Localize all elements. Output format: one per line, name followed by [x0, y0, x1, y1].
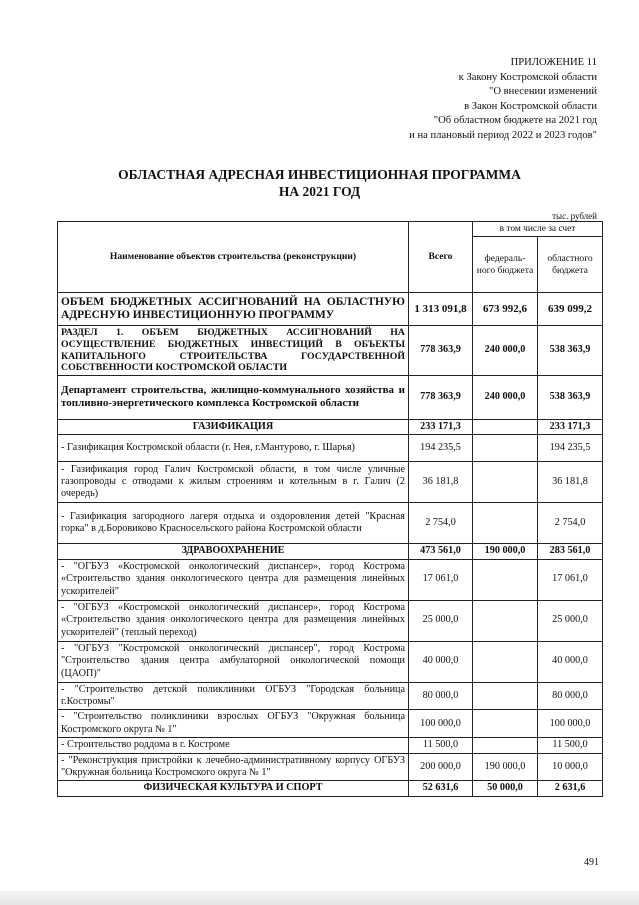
row-federal	[473, 600, 538, 641]
appendix-line: в Закон Костромской области	[464, 100, 597, 112]
row-total: 778 363,9	[409, 326, 473, 375]
row-name: - Газификация город Галич Костромской области, в том числе уличные газопроводы с отводами к жилым строениям и котельным в г. Галич (2 очередь)	[58, 462, 409, 503]
table-row	[58, 462, 603, 503]
row-total: 1 313 091,8	[409, 293, 473, 326]
row-total: 11 500,0	[409, 738, 473, 753]
appendix-line: "Об областном бюджете на 2021 год	[433, 115, 597, 127]
table-row	[58, 738, 603, 753]
row-total: 473 561,0	[409, 544, 473, 559]
row-regional: 11 500,0	[538, 738, 603, 753]
table-row	[58, 293, 603, 326]
row-regional: 2 754,0	[538, 503, 603, 544]
row-regional: 538 363,9	[538, 326, 603, 375]
table-row	[58, 559, 603, 600]
row-name: - Газификация Костромской области (г. Нея, г.Мантурово, г. Шарья)	[58, 435, 409, 462]
row-total: 2 754,0	[409, 503, 473, 544]
row-federal	[473, 435, 538, 462]
investment-program-table	[57, 221, 603, 797]
row-name: - Строительство роддома в г. Костроме	[58, 738, 409, 753]
table-row	[58, 600, 603, 641]
row-regional: 36 181,8	[538, 462, 603, 503]
row-federal: 673 992,6	[473, 293, 538, 326]
row-federal: 190 000,0	[473, 544, 538, 559]
table-row	[58, 781, 603, 796]
row-federal	[473, 419, 538, 434]
row-total: 233 171,3	[409, 419, 473, 434]
row-total: 40 000,0	[409, 641, 473, 682]
appendix-block	[337, 56, 597, 144]
row-federal	[473, 462, 538, 503]
row-regional: 17 061,0	[538, 559, 603, 600]
row-total: 100 000,0	[409, 710, 473, 738]
appendix-line: ПРИЛОЖЕНИЕ 11	[510, 57, 597, 68]
row-name: - "ОГБУЗ «Костромской онкологический диспансер», город Кострома «Строительство здания онкологического центра для размещения линейных ускорителей"	[58, 559, 409, 600]
row-regional: 10 000,0	[538, 753, 603, 781]
header-federal: федераль-ного бюджета	[473, 237, 538, 293]
table-row	[58, 710, 603, 738]
row-regional: 194 235,5	[538, 435, 603, 462]
row-regional: 283 561,0	[538, 544, 603, 559]
table-row	[58, 435, 603, 462]
row-regional: 100 000,0	[538, 710, 603, 738]
table-body	[58, 293, 603, 796]
row-name: - "Реконструкция пристройки к лечебно-административному корпусу ОГБУЗ "Окружная больница Костромского округа № 1"	[58, 753, 409, 781]
header-name: Наименование объектов строительства (реконструкции)	[58, 222, 409, 293]
table-row	[58, 326, 603, 375]
table-row	[58, 544, 603, 559]
row-name: ОБЪЕМ БЮДЖЕТНЫХ АССИГНОВАНИЙ НА ОБЛАСТНУЮ АДРЕСНУЮ ИНВЕСТИЦИОННУЮ ПРОГРАММУ	[58, 293, 409, 326]
table-row	[58, 419, 603, 434]
row-name: - "Строительство детской поликлиники ОГБУЗ "Городская больница г.Костромы"	[58, 682, 409, 710]
row-total: 778 363,9	[409, 375, 473, 419]
row-federal	[473, 738, 538, 753]
row-total: 200 000,0	[409, 753, 473, 781]
scan-edge	[0, 891, 639, 905]
table-row	[58, 641, 603, 682]
table-row	[58, 503, 603, 544]
header-regional: областного бюджета	[538, 237, 603, 293]
table-row	[58, 375, 603, 419]
row-federal	[473, 559, 538, 600]
table-header-row	[58, 222, 603, 237]
row-total: 194 235,5	[409, 435, 473, 462]
row-federal	[473, 710, 538, 738]
row-name: - "Строительство поликлиники взрослых ОГБУЗ "Окружная больница Костромского округа № 1"	[58, 710, 409, 738]
document-title: ОБЛАСТНАЯ АДРЕСНАЯ ИНВЕСТИЦИОННАЯ ПРОГРАММА	[118, 167, 521, 182]
appendix-line: и на плановый период 2022 и 2023 годов"	[409, 129, 597, 141]
appendix-line: к Закону Костромской области	[458, 71, 597, 83]
row-federal	[473, 503, 538, 544]
row-name: РАЗДЕЛ 1. ОБЪЕМ БЮДЖЕТНЫХ АССИГНОВАНИЙ НА ОСУЩЕСТВЛЕНИЕ БЮДЖЕТНЫХ ИНВЕСТИЦИЙ В ОБЪЕКТЫ КАПИТАЛЬНОГО СТРОИТЕЛЬСТВА ГОСУДАРСТВЕННОЙ СОБСТВЕННОСТИ КОСТРОМСКОЙ ОБЛАСТИ	[58, 326, 409, 375]
row-total: 36 181,8	[409, 462, 473, 503]
row-total: 52 631,6	[409, 781, 473, 796]
units-label: тыс. рублей	[552, 211, 597, 221]
row-regional: 80 000,0	[538, 682, 603, 710]
row-federal: 50 000,0	[473, 781, 538, 796]
row-regional: 25 000,0	[538, 600, 603, 641]
document-subtitle: НА 2021 ГОД	[278, 184, 361, 199]
row-name: - "ОГБУЗ «Костромской онкологический диспансер», город Кострома «Строительство здания онкологического центра для размещения линейных ускорителей" (теплый переход)	[58, 600, 409, 641]
row-name: ФИЗИЧЕСКАЯ КУЛЬТУРА И СПОРТ	[58, 781, 409, 796]
row-name: ЗДРАВООХРАНЕНИЕ	[58, 544, 409, 559]
row-regional: 40 000,0	[538, 641, 603, 682]
row-regional: 639 099,2	[538, 293, 603, 326]
row-name: - "ОГБУЗ "Костромской онкологический диспансер", город Кострома "Строительство здания центра амбулаторной онкологической помощи (ЦАОП)"	[58, 641, 409, 682]
page-number: 491	[584, 857, 599, 868]
table-row	[58, 682, 603, 710]
row-federal: 240 000,0	[473, 375, 538, 419]
row-federal: 190 000,0	[473, 753, 538, 781]
header-including: в том числе за счет	[473, 222, 603, 237]
table-row	[58, 753, 603, 781]
row-total: 25 000,0	[409, 600, 473, 641]
row-federal	[473, 682, 538, 710]
row-federal: 240 000,0	[473, 326, 538, 375]
row-name: Департамент строительства, жилищно-коммунального хозяйства и топливно-энергетического комплекса Костромской области	[58, 375, 409, 419]
header-total: Всего	[409, 222, 473, 293]
row-name: - Газификация загородного лагеря отдыха и оздоровления детей "Красная горка" в д.Боровиково Красносельского района Костромской области	[58, 503, 409, 544]
row-federal	[473, 641, 538, 682]
appendix-line: "О внесении изменений	[489, 86, 597, 98]
row-name: ГАЗИФИКАЦИЯ	[58, 419, 409, 434]
row-total: 80 000,0	[409, 682, 473, 710]
row-regional: 2 631,6	[538, 781, 603, 796]
row-regional: 233 171,3	[538, 419, 603, 434]
row-regional: 538 363,9	[538, 375, 603, 419]
row-total: 17 061,0	[409, 559, 473, 600]
